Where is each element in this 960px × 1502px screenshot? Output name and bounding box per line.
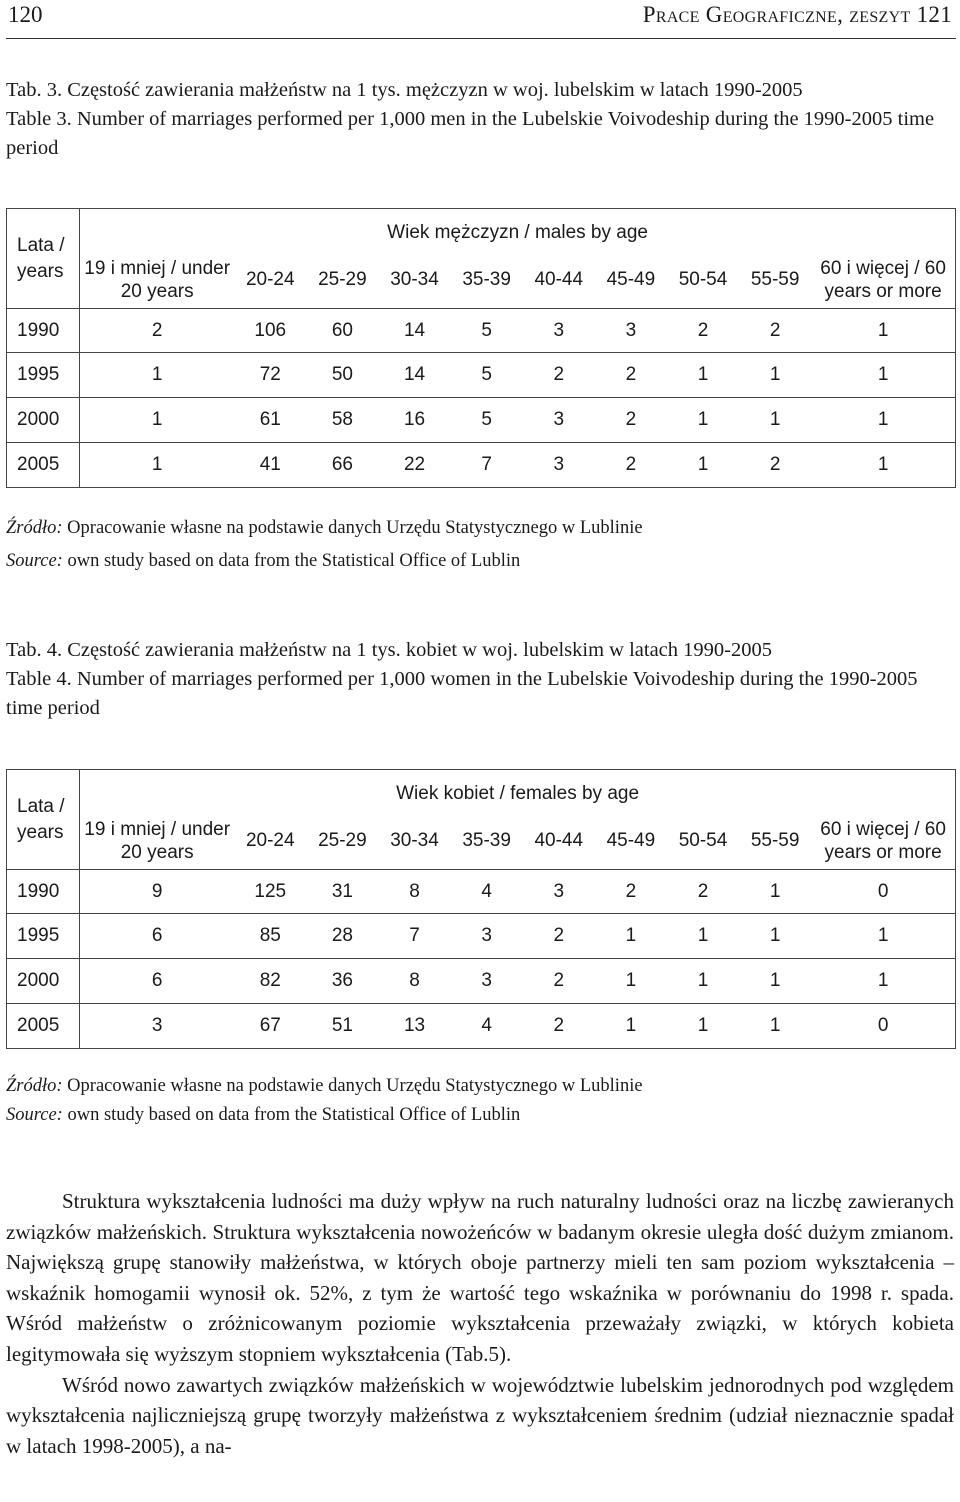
- table-row: [7, 353, 956, 398]
- column-header-age: 20-24: [234, 253, 306, 309]
- year-cell: 1990: [7, 309, 80, 353]
- value-cell: 82: [234, 959, 306, 1004]
- value-cell: 85: [234, 914, 306, 959]
- column-header-age: 25-29: [306, 814, 378, 870]
- source-label-en: Source:: [6, 1105, 63, 1125]
- source-text-pl: Opracowanie własne na podstawie danych Urzędu Statystycznego w Lublinie: [62, 1076, 643, 1096]
- value-cell: 1: [667, 959, 739, 1004]
- journal-title: Prace Geograficzne, zeszyt 121: [642, 2, 952, 27]
- header-rule: [6, 38, 956, 39]
- header-row-ages: [7, 814, 956, 870]
- value-cell: 3: [451, 959, 523, 1004]
- column-header-age: 45-49: [595, 253, 667, 309]
- value-cell: 106: [234, 309, 306, 353]
- table-row: [7, 398, 956, 443]
- value-cell: 16: [378, 398, 450, 443]
- value-cell: 9: [80, 870, 235, 914]
- source-text-en: own study based on data from the Statistical Office of Lublin: [62, 551, 521, 571]
- table-row: [7, 870, 956, 914]
- value-cell: 4: [451, 870, 523, 914]
- table-row: [7, 959, 956, 1004]
- value-cell: 14: [378, 309, 450, 353]
- table4-source-pl: [6, 1072, 956, 1101]
- value-cell: 31: [306, 870, 378, 914]
- age-group-header: Wiek mężczyzn / males by age: [387, 221, 648, 243]
- body-paragraph-1: Struktura wykształcenia ludności ma duży wpływ na ruch naturalny ludności oraz na liczbę zawieranych związków małżeńskich. Struktura wykształcenia nowożeńców w badanym okresie uległa dość dużym zmianom. Największą grupę stanowiły małżeństwa, w których oboje partnerzy mieli ten sam poziom wykształcenia – wskaźnik homogamii wynosił ok. 52%, z tym że wartość tego wskaźnika w porównaniu do 1998 r. spada. Wśród małżeństw o zróżnicowanym poziomie wykształcenia przeważały związki, w których kobieta legitymowała się wyższym stopniem wykształcenia (Tab.5).: [6, 1189, 954, 1366]
- value-cell: 61: [234, 398, 306, 443]
- table3-source: [6, 512, 956, 578]
- column-header-age: 25-29: [306, 253, 378, 309]
- value-cell: 2: [523, 914, 595, 959]
- column-header-age: 50-54: [667, 814, 739, 870]
- column-header-age: 45-49: [595, 814, 667, 870]
- value-cell: 1: [667, 914, 739, 959]
- value-cell: 3: [451, 914, 523, 959]
- source-text-en: own study based on data from the Statistical Office of Lublin: [62, 1105, 521, 1125]
- year-cell: 1995: [7, 914, 80, 959]
- value-cell: 4: [481, 1015, 492, 1036]
- header-row-ages: [7, 253, 956, 309]
- year-header: Lata / years: [7, 770, 80, 870]
- value-cell: 2: [667, 309, 739, 353]
- value-cell: 72: [234, 353, 306, 398]
- column-header-under-20: 19 i mniej / under 20 years: [80, 814, 235, 870]
- table4-caption-pl: Tab. 4. Częstość zawierania małżeństw na 1 tys. kobiet w woj. lubelskim w latach 1990-2005: [6, 639, 772, 661]
- year-header: Lata / years: [7, 209, 80, 309]
- value-cell: 1: [739, 914, 811, 959]
- value-cell: 67: [259, 1015, 281, 1036]
- value-cell: 2: [523, 959, 595, 1004]
- header-row-group: [7, 209, 956, 253]
- source-text-pl: Opracowanie własne na podstawie danych Urzędu Statystycznego w Lublinie: [62, 518, 643, 538]
- value-cell: 1: [739, 398, 811, 443]
- column-header-age: 55-59: [739, 814, 811, 870]
- value-cell: 1: [667, 353, 739, 398]
- value-cell: 1: [739, 353, 811, 398]
- value-cell: 2: [595, 870, 667, 914]
- value-cell: 1: [151, 454, 163, 475]
- value-cell: 7: [481, 454, 492, 475]
- table-row: [7, 1004, 956, 1049]
- column-header-age: 40-44: [523, 253, 595, 309]
- value-cell: 2: [667, 870, 739, 914]
- value-cell: 1: [595, 959, 667, 1004]
- header-row-group: [7, 770, 956, 814]
- table3-caption-en: Table 3. Number of marriages performed per 1,000 men in the Lubelskie Voivodeship during the 1990-2005 time period: [6, 108, 935, 159]
- age-group-header: Wiek kobiet / females by age: [396, 782, 640, 804]
- value-cell: 2: [625, 454, 637, 475]
- value-cell: 0: [811, 870, 955, 914]
- value-cell: 1: [877, 454, 889, 475]
- value-cell: 1: [811, 353, 955, 398]
- table4-source-en: [6, 1101, 956, 1130]
- value-cell: 1: [739, 959, 811, 1004]
- year-cell: 2000: [7, 959, 80, 1004]
- value-cell: 6: [80, 959, 235, 1004]
- value-cell: 2: [595, 398, 667, 443]
- body-paragraph-2: Wśród nowo zawartych związków małżeńskich w województwie lubelskim jednorodnych pod względem wykształcenia najliczniejszą grupę tworzyły małżeństwa z wykształceniem średnim (udział nieznacznie spadał w latach 1998-2005), a na-: [6, 1372, 954, 1458]
- table3: [6, 208, 956, 488]
- value-cell: 3: [595, 309, 667, 353]
- value-cell: 3: [151, 1015, 163, 1036]
- value-cell: 13: [403, 1015, 426, 1036]
- value-cell: 5: [451, 353, 523, 398]
- value-cell: 1: [667, 398, 739, 443]
- table4-caption-en: Table 4. Number of marriages performed per 1,000 women in the Lubelskie Voivodeship during the 1990-2005 time period: [6, 668, 918, 719]
- value-cell: 1: [769, 1015, 781, 1036]
- year-cell: 2000: [7, 398, 80, 443]
- column-header-age: 20-24: [234, 814, 306, 870]
- value-cell: 41: [259, 454, 281, 475]
- column-header-age: 30-34: [378, 253, 450, 309]
- value-cell: 1: [739, 870, 811, 914]
- value-cell: 14: [378, 353, 450, 398]
- value-cell: 2: [769, 454, 781, 475]
- year-cell: 1995: [7, 353, 80, 398]
- value-cell: 2: [80, 309, 235, 353]
- year-cell: 1990: [7, 870, 80, 914]
- value-cell: 28: [306, 914, 378, 959]
- source-label-en: Source:: [6, 551, 63, 571]
- table3-caption: [6, 76, 956, 163]
- value-cell: 125: [234, 870, 306, 914]
- table-row: [7, 914, 956, 959]
- value-cell: 2: [553, 1015, 565, 1036]
- value-cell: 2: [595, 353, 667, 398]
- value-cell: 1: [811, 398, 955, 443]
- value-cell: 7: [378, 914, 450, 959]
- value-cell: 1: [811, 309, 955, 353]
- value-cell: 2: [523, 353, 595, 398]
- value-cell: 1: [697, 454, 709, 475]
- table-row: [7, 443, 956, 488]
- body-text: [6, 1186, 954, 1461]
- value-cell: 3: [553, 454, 565, 475]
- value-cell: 22: [403, 454, 426, 475]
- source-label-pl: Źródło:: [6, 1076, 63, 1096]
- table-row: [7, 309, 956, 353]
- value-cell: 5: [451, 398, 523, 443]
- column-header-age: 40-44: [523, 814, 595, 870]
- value-cell: 1: [80, 398, 235, 443]
- value-cell: 1: [811, 914, 955, 959]
- value-cell: 58: [306, 398, 378, 443]
- year-cell: 2005: [7, 443, 80, 488]
- value-cell: 3: [523, 398, 595, 443]
- value-cell: 50: [306, 353, 378, 398]
- value-cell: 5: [451, 309, 523, 353]
- column-header-age: 50-54: [667, 253, 739, 309]
- value-cell: 36: [306, 959, 378, 1004]
- table4-caption: [6, 636, 956, 723]
- column-header-age: 30-34: [378, 814, 450, 870]
- source-label-pl: Źródło:: [6, 518, 63, 538]
- value-cell: 1: [625, 1015, 637, 1036]
- value-cell: 1: [80, 353, 235, 398]
- value-cell: 51: [331, 1015, 353, 1036]
- value-cell: 1: [697, 1015, 709, 1036]
- value-cell: 8: [378, 870, 450, 914]
- value-cell: 66: [331, 454, 353, 475]
- column-header-60-plus: 60 i więcej / 60 years or more: [811, 253, 955, 309]
- value-cell: 60: [306, 309, 378, 353]
- table3-source-pl: [6, 512, 956, 545]
- column-header-60-plus: 60 i więcej / 60 years or more: [811, 814, 955, 870]
- value-cell: 1: [595, 914, 667, 959]
- value-cell: 6: [80, 914, 235, 959]
- table3-caption-pl: Tab. 3. Częstość zawierania małżeństw na 1 tys. mężczyzn w woj. lubelskim w latach 1990-2005: [6, 79, 803, 101]
- table3-source-en: [6, 545, 956, 578]
- value-cell: 3: [523, 870, 595, 914]
- value-cell: 8: [378, 959, 450, 1004]
- value-cell: 1: [811, 959, 955, 1004]
- column-header-under-20: 19 i mniej / under 20 years: [80, 253, 235, 309]
- year-cell: 2005: [7, 1004, 80, 1049]
- value-cell: 2: [739, 309, 811, 353]
- table4-source: [6, 1072, 956, 1130]
- running-head: [0, 0, 960, 36]
- column-header-age: 35-39: [451, 814, 523, 870]
- column-header-age: 55-59: [739, 253, 811, 309]
- value-cell: 0: [877, 1015, 889, 1036]
- column-header-age: 35-39: [451, 253, 523, 309]
- value-cell: 3: [523, 309, 595, 353]
- table4: [6, 769, 956, 1049]
- page-number: 120: [8, 2, 43, 27]
